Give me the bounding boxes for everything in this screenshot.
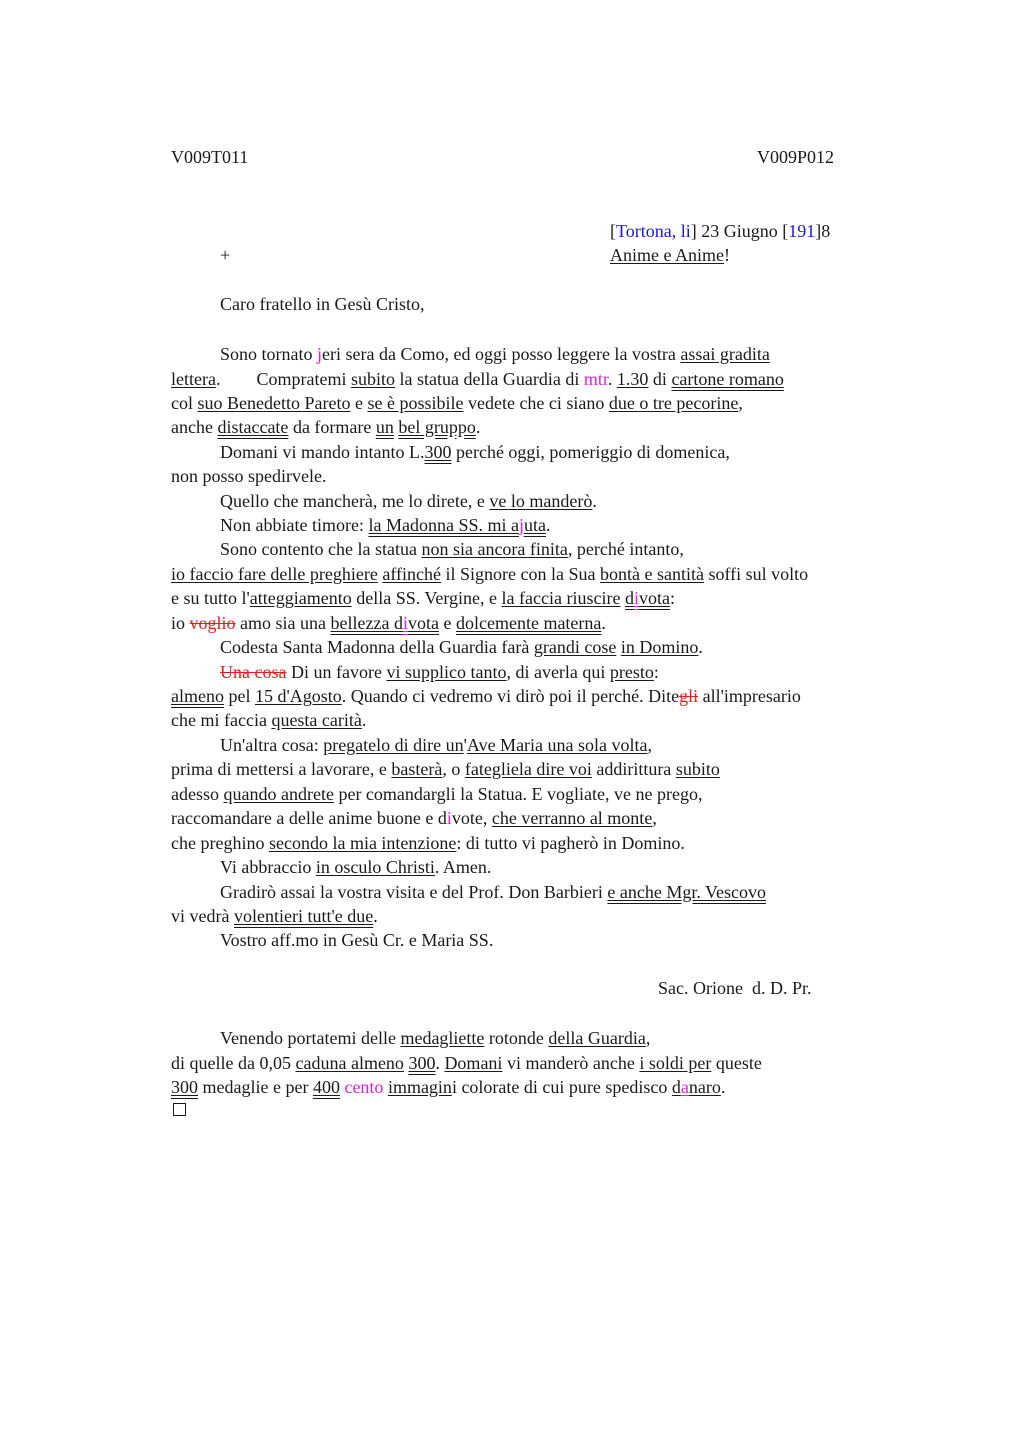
letter-line: che preghino secondo la mia intenzione: di tutto vi pagherò in Domino. xyxy=(171,833,685,853)
postscript-line: di quelle da 0,05 caduna almeno 300. Domani vi manderò anche i soldi per queste xyxy=(171,1053,762,1073)
letter-line: Gradirò assai la vostra visita e del Prof. Don Barbieri e anche Mgr. Vescovo xyxy=(220,882,767,902)
letter-line: Codesta Santa Madonna della Guardia farà grandi cose in Domino. xyxy=(220,637,703,657)
motto: Anime e Anime! xyxy=(610,245,730,265)
letter-line: raccomandare a delle anime buone e divote, che verranno al monte, xyxy=(171,808,657,828)
letter-line: e su tutto l'atteggiamento della SS. Vergine, e la faccia riuscire divota: xyxy=(171,588,675,608)
letter-line: Quello che mancherà, me lo direte, e ve lo manderò. xyxy=(220,491,597,511)
letter-line: Sono tornato jeri sera da Como, ed oggi posso leggere la vostra assai gradita xyxy=(220,344,770,364)
letter-line: almeno pel 15 d'Agosto. Quando ci vedremo vi dirò poi il perché. Ditegli all'impresario xyxy=(171,686,801,706)
document-code-left: V009T011 xyxy=(171,147,249,167)
letter-line: Una cosa Di un favore vi supplico tanto, di averla qui presto: xyxy=(220,662,659,682)
postscript-line: Venendo portatemi delle medagliette rotonde della Guardia, xyxy=(220,1028,651,1048)
letter-line: vi vedrà volentieri tutt'e due. xyxy=(171,906,378,926)
letter-line: Non abbiate timore: la Madonna SS. mi ajuta. xyxy=(220,515,551,535)
deletion: Una cosa xyxy=(220,662,287,682)
letter-line: prima di mettersi a lavorare, e basterà, o fategliela dire voi addirittura subito xyxy=(171,759,720,779)
end-box-icon xyxy=(173,1103,186,1116)
letter-line: io faccio fare delle preghiere affinché il Signore con la Sua bontà e santità soffi sul volto xyxy=(171,564,809,584)
deletion: voglio xyxy=(189,613,236,633)
letter-line: Domani vi mando intanto L.300 perché oggi, pomeriggio di domenica, xyxy=(220,442,730,462)
dateline: [Tortona, li] 23 Giugno [191]8 xyxy=(610,221,831,241)
postscript-line: 300 medaglie e per 400 cento immagini colorate di cui pure spedisco danaro. xyxy=(171,1077,726,1097)
deletion: gli xyxy=(679,686,699,706)
cross-mark: + xyxy=(220,245,231,265)
letter-line: Vi abbraccio in osculo Christi. Amen. xyxy=(220,857,492,877)
letter-line: col suo Benedetto Pareto e se è possibile vedete che ci siano due o tre pecorine, xyxy=(171,393,743,413)
letter-line: anche distaccate da formare un bel gruppo. xyxy=(171,417,481,437)
dateline-year: 191 xyxy=(788,221,816,241)
letter-line: che mi faccia questa carità. xyxy=(171,710,367,730)
document-code-right: V009P012 xyxy=(757,147,835,167)
signature: Sac. Orione d. D. Pr. xyxy=(658,978,812,998)
letter-line: adesso quando andrete per comandargli la Statua. E vogliate, ve ne prego, xyxy=(171,784,703,804)
salutation: Caro fratello in Gesù Cristo, xyxy=(220,294,425,314)
letter-line: non posso spedirvele. xyxy=(171,466,327,486)
letter-line: lettera. Compratemi subito la statua della Guardia di mtr. 1.30 di cartone romano xyxy=(171,369,784,389)
letter-line: Un'altra cosa: pregatelo di dire un'Ave Maria una sola volta, xyxy=(220,735,653,755)
dateline-place: Tortona, li xyxy=(616,221,691,241)
letter-line: Vostro aff.mo in Gesù Cr. e Maria SS. xyxy=(220,930,494,950)
letter-line: io voglio amo sia una bellezza divota e dolcemente materna. xyxy=(171,613,606,633)
letter-line: Sono contento che la statua non sia ancora finita, perché intanto, xyxy=(220,539,684,559)
